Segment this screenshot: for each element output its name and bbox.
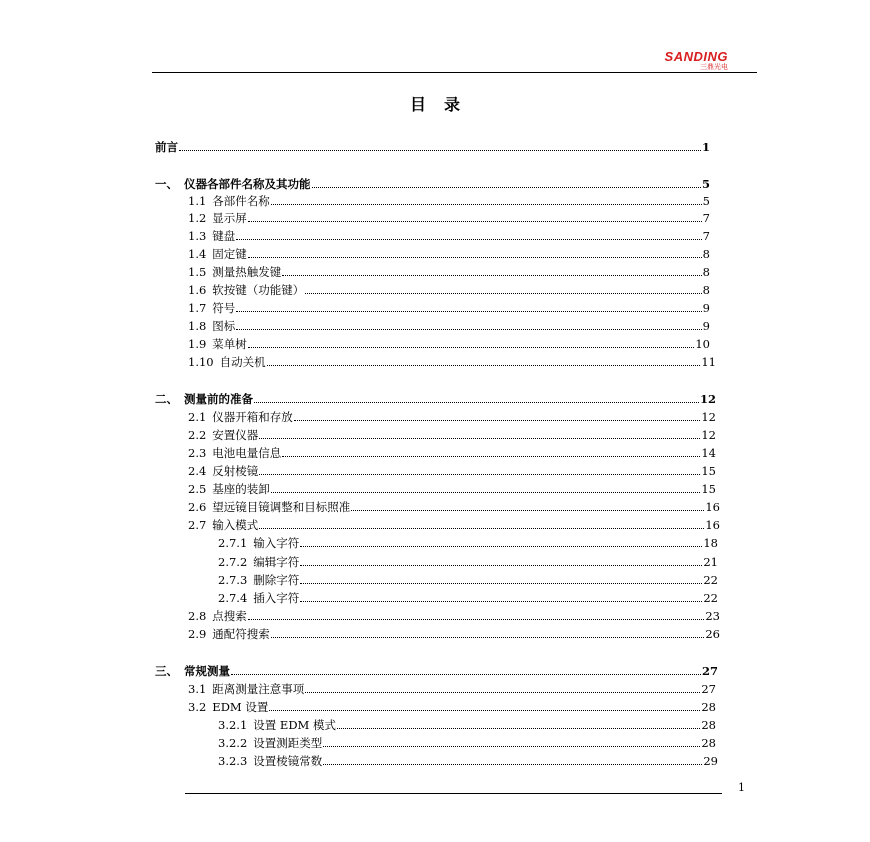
toc-number: 2.8 [188,609,207,623]
toc-section-row[interactable] [188,410,716,424]
toc-section-row[interactable] [188,627,720,641]
toc-title: 编辑字符 [253,555,300,569]
toc-title: 基座的装卸 [212,482,270,496]
toc-dot-leader [271,492,701,493]
toc-title: EDM 设置 [212,700,269,714]
toc-dot-leader [323,764,702,765]
toc-dot-leader [300,565,702,566]
toc-chapter-row[interactable] [155,140,710,154]
toc-page-number: 7 [702,211,710,225]
toc-section-row[interactable] [188,482,716,496]
toc-title: 常规测量 [184,664,230,678]
toc-title: 设置 EDM 模式 [253,718,336,732]
toc-number: 2.7.2 [218,555,248,569]
logo-text: SANDING [664,49,728,64]
toc-title: 符号 [212,301,236,315]
toc-title: 安置仪器 [212,428,259,442]
toc-section-row[interactable] [188,700,716,714]
toc-section-row[interactable] [218,591,718,605]
toc-section-row[interactable] [188,682,716,696]
toc-title: 固定键 [212,247,247,261]
toc-dot-leader [236,311,701,312]
toc-number: 2.7.3 [218,573,248,587]
toc-section-row[interactable] [188,464,716,478]
toc-section-row[interactable] [188,194,710,208]
toc-section-row[interactable] [218,555,718,569]
toc-dot-leader [351,510,704,511]
toc-page-number: 7 [702,229,710,243]
toc-section-row[interactable] [218,736,716,750]
toc-page-number: 22 [703,591,718,605]
toc-chapter-row[interactable] [155,392,716,406]
toc-title: 距离测量注意事项 [212,682,305,696]
toc-title: 输入模式 [212,518,259,532]
toc-number: 一、 [155,177,178,191]
toc-dot-leader [271,637,705,638]
toc-number: 1.8 [188,319,207,333]
toc-page-number: 15 [701,482,716,496]
toc-page-number: 8 [702,247,710,261]
toc-page-number: 15 [701,464,716,478]
toc-section-row[interactable] [188,609,720,623]
toc-title: 测量前的准备 [184,392,253,406]
toc-title: 通配符搜索 [212,627,270,641]
logo-subtext: 三鼎光电 [700,63,728,71]
toc-section-row[interactable] [218,573,718,587]
toc-dot-leader [231,674,701,675]
toc-dot-leader [282,456,700,457]
toc-title: 键盘 [212,229,236,243]
toc-section-row[interactable] [188,283,710,297]
toc-page-number: 5 [701,177,710,191]
toc-section-row[interactable] [188,211,710,225]
toc-title: 望远镜目镜调整和目标照准 [212,500,351,514]
toc-number: 2.7 [188,518,207,532]
toc-page-number: 12 [701,410,716,424]
toc-title: 删除字符 [253,573,300,587]
toc-section-row[interactable] [188,247,710,261]
toc-page-number: 28 [701,736,716,750]
toc-title: 仪器开箱和存放 [212,410,293,424]
toc-number: 1.3 [188,229,207,243]
toc-number: 3.1 [188,682,207,696]
toc-page-number: 16 [705,500,720,514]
toc-title: 各部件名称 [212,194,270,208]
toc-number: 1.6 [188,283,207,297]
toc-page-number: 5 [702,194,710,208]
toc-dot-leader [337,728,700,729]
toc-title: 测量热触发键 [212,265,282,279]
toc-page-number: 27 [701,664,718,678]
toc-dot-leader [248,619,705,620]
toc-title: 输入字符 [253,536,300,550]
toc-section-row[interactable] [188,518,720,532]
toc-page-number: 16 [705,518,720,532]
toc-number: 1.7 [188,301,207,315]
toc-dot-leader [312,187,701,188]
toc-number: 2.7.1 [218,536,248,550]
toc-number: 2.5 [188,482,207,496]
toc-dot-leader [282,275,701,276]
toc-chapter-row[interactable] [155,664,718,678]
toc-section-row[interactable] [188,355,716,369]
toc-number: 2.1 [188,410,207,424]
toc-section-row[interactable] [218,536,718,550]
toc-section-row[interactable] [188,265,710,279]
toc-number: 1.4 [188,247,207,261]
toc-number: 3.2.1 [218,718,248,732]
toc-dot-leader [267,365,701,366]
toc-number: 1.2 [188,211,207,225]
toc-dot-leader [259,528,704,529]
toc-section-row[interactable] [218,718,716,732]
toc-dot-leader [248,257,702,258]
toc-page-number: 9 [702,301,710,315]
toc-number: 2.9 [188,627,207,641]
toc-dot-leader [305,293,701,294]
toc-page-number: 27 [701,682,716,696]
toc-page-number: 10 [695,337,710,351]
toc-title: 菜单树 [212,337,247,351]
toc-page-number: 18 [703,536,718,550]
toc-section-row[interactable] [188,229,710,243]
toc-number: 2.2 [188,428,207,442]
toc-dot-leader [259,438,700,439]
toc-page-number: 23 [705,609,720,623]
toc-dot-leader [179,150,701,151]
toc-page-number: 12 [699,392,716,406]
toc-title: 设置测距类型 [253,736,323,750]
toc-section-row[interactable] [188,428,716,442]
toc-dot-leader [300,601,702,602]
toc-dot-leader [271,204,702,205]
toc-title: 点搜索 [212,609,247,623]
toc-number: 3.2 [188,700,207,714]
toc-number: 2.7.4 [218,591,248,605]
toc-number: 2.4 [188,464,207,478]
toc-title: 插入字符 [253,591,300,605]
toc-page-number: 8 [702,265,710,279]
toc-number: 2.6 [188,500,207,514]
toc-number: 3.2.2 [218,736,248,750]
toc-number: 3.2.3 [218,754,248,768]
toc-page-number: 8 [702,283,710,297]
toc-section-row[interactable] [188,500,720,514]
toc-number: 1.5 [188,265,207,279]
toc-title: 电池电量信息 [212,446,282,460]
toc-title: 前言 [155,140,178,154]
toc-title: 反射棱镜 [212,464,259,478]
toc-page-number: 22 [703,573,718,587]
toc-page-number: 29 [703,754,718,768]
toc-section-row[interactable] [188,337,710,351]
footer-rule [185,793,722,794]
toc-title: 显示屏 [212,211,247,225]
toc-section-row[interactable] [188,301,710,315]
toc-title: 设置棱镜常数 [253,754,323,768]
toc-dot-leader [294,420,701,421]
toc-page-number: 1 [701,140,710,154]
toc-title: 图标 [212,319,236,333]
toc-number: 二、 [155,392,178,406]
toc-section-row[interactable] [188,446,716,460]
toc-page-number: 26 [705,627,720,641]
toc-dot-leader [323,746,700,747]
toc-section-row[interactable] [218,754,718,768]
toc-dot-leader [269,710,700,711]
toc-dot-leader [254,402,699,403]
toc-dot-leader [248,347,695,348]
page-number: 1 [738,781,745,794]
toc-number: 1.9 [188,337,207,351]
toc-number: 1.10 [188,355,214,369]
toc-section-row[interactable] [188,319,710,333]
toc-chapter-row[interactable] [155,177,710,191]
toc-title: 软按键（功能键） [212,283,305,297]
toc-page-number: 28 [701,718,716,732]
toc-dot-leader [236,329,701,330]
toc-title: 自动关机 [219,355,266,369]
toc-title: 仪器各部件名称及其功能 [184,177,311,191]
toc-dot-leader [305,692,700,693]
toc-number: 2.3 [188,446,207,460]
toc-dot-leader [300,583,702,584]
toc-page-number: 21 [703,555,718,569]
page-title: 目录 [409,95,478,114]
toc-number: 三、 [155,664,178,678]
toc-page-number: 11 [701,355,716,369]
toc-dot-leader [236,239,701,240]
toc-page-number: 9 [702,319,710,333]
toc-dot-leader [248,221,702,222]
toc-page-number: 14 [701,446,716,460]
toc-page-number: 28 [701,700,716,714]
toc-dot-leader [259,474,700,475]
toc-number: 1.1 [188,194,207,208]
toc-dot-leader [300,546,702,547]
toc-page-number: 12 [701,428,716,442]
